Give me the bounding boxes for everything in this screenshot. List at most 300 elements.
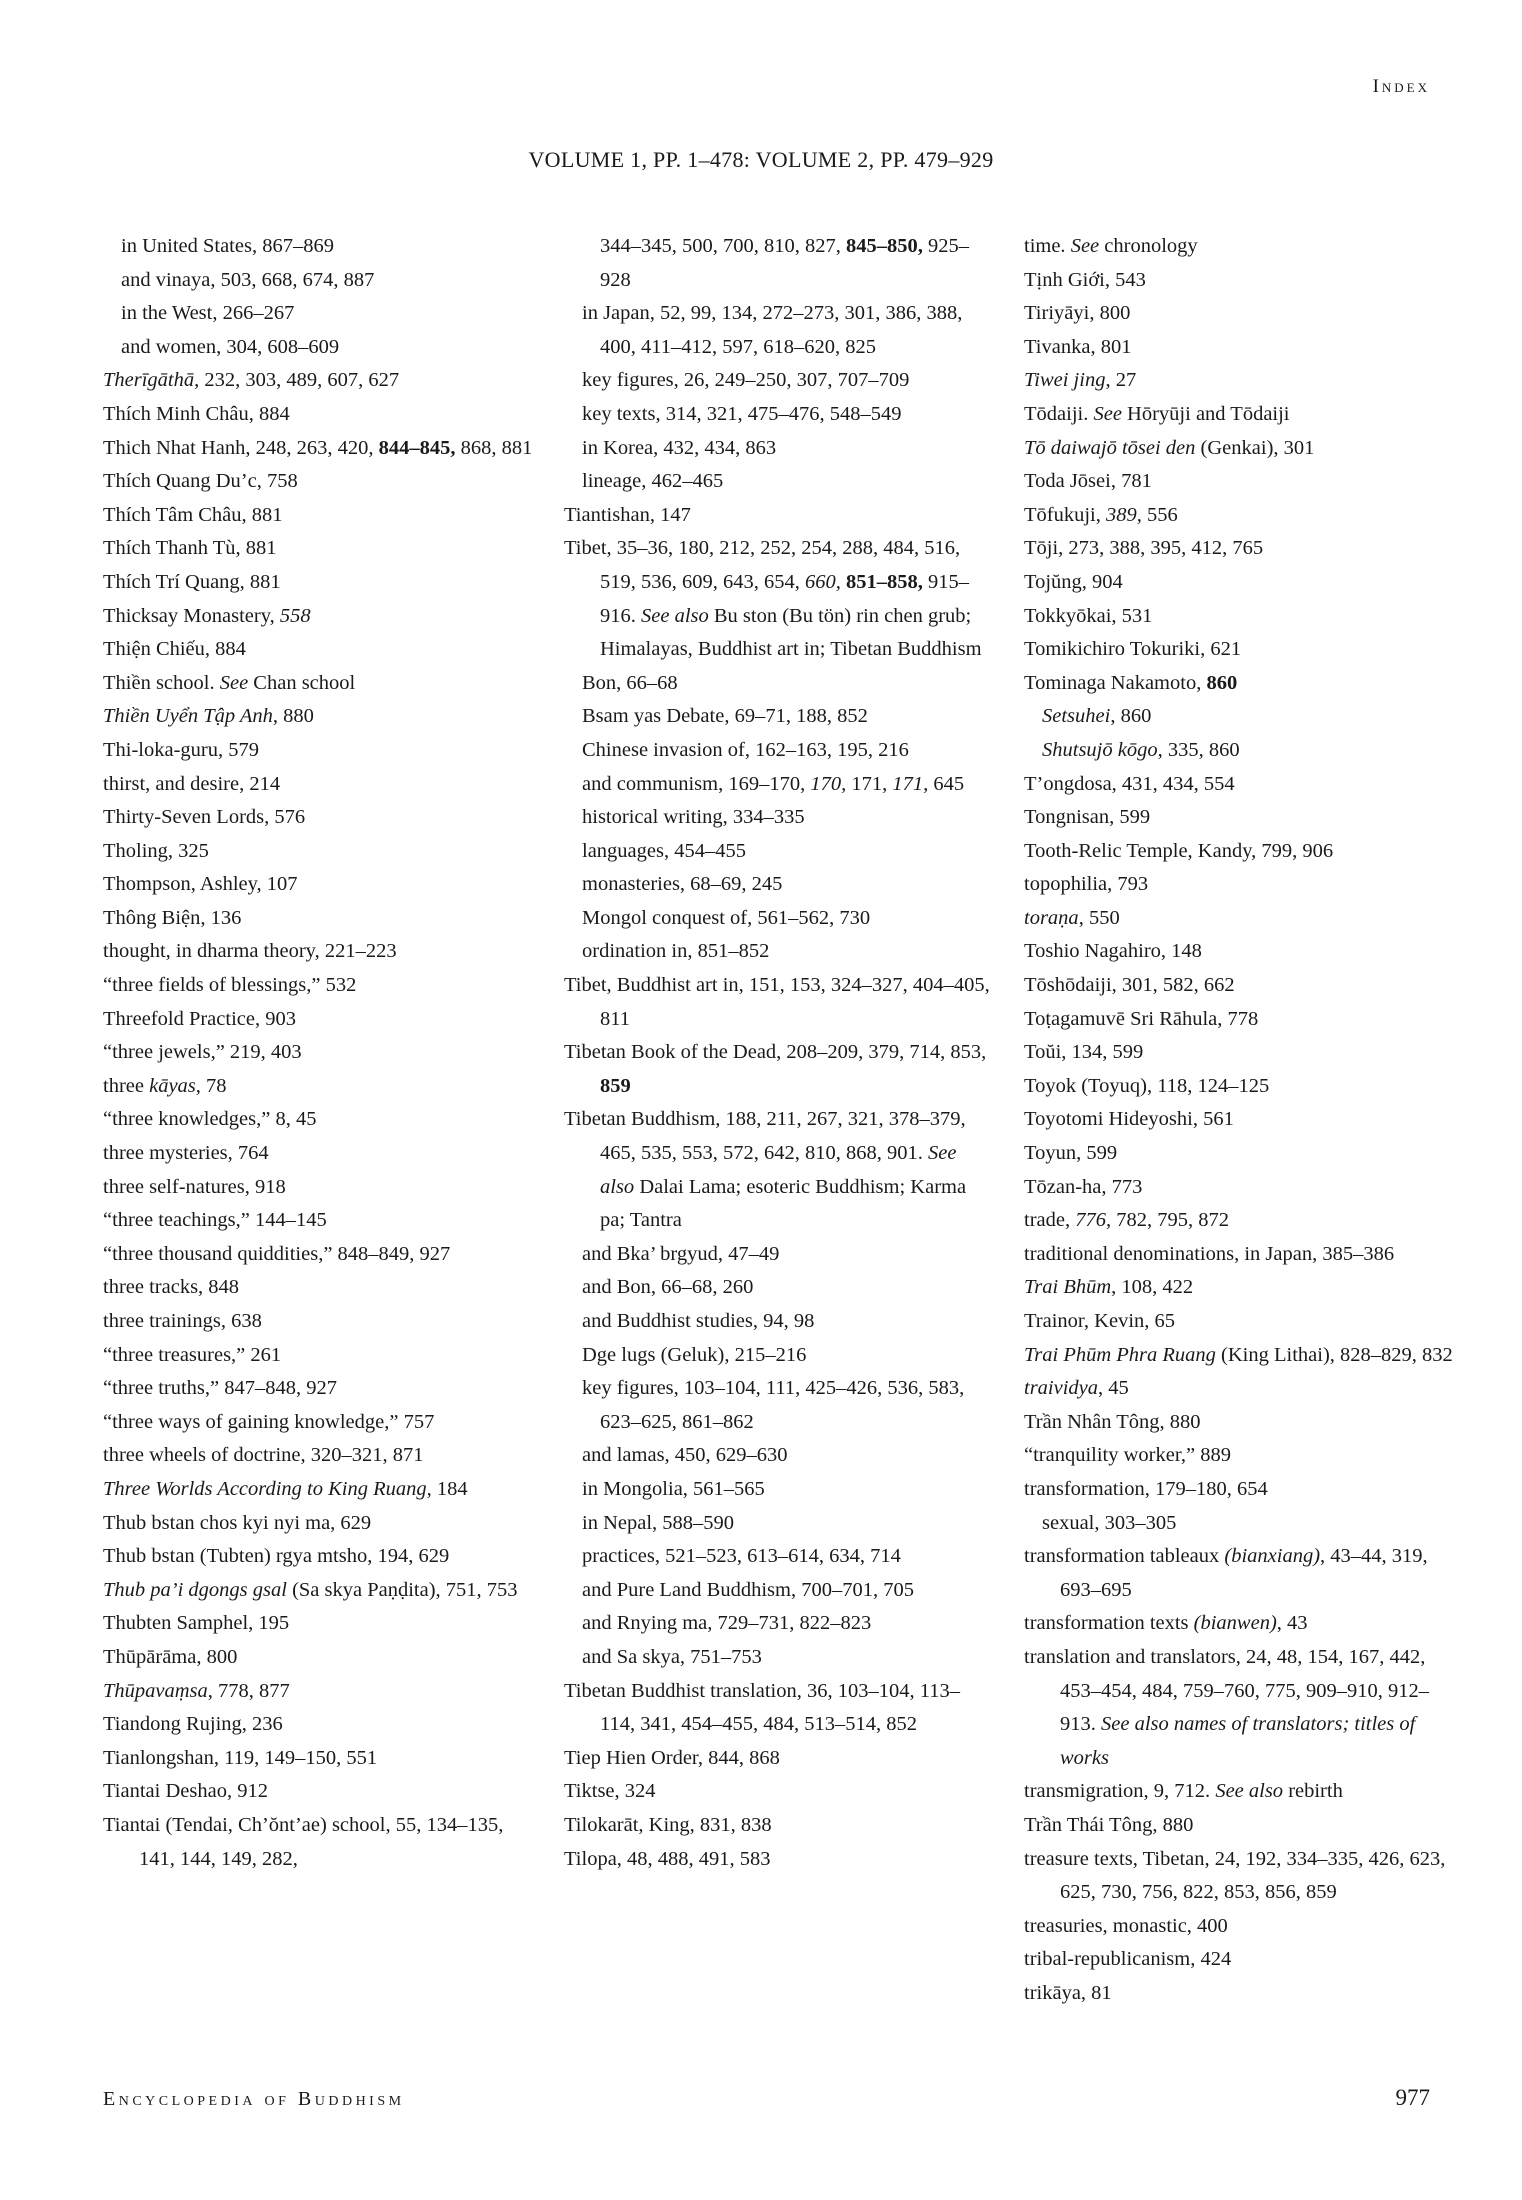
index-entry bbox=[1024, 432, 1454, 466]
index-entry bbox=[1024, 230, 1454, 264]
entry-text-segment: key figures, 103–104, 111, 425–426, 536, 583, 623–625, 861–862 bbox=[582, 1377, 965, 1433]
entry-text-segment: Tibet, Buddhist art in, 151, 153, 324–327, 404–405, 811 bbox=[564, 974, 990, 1030]
index-entry bbox=[103, 1137, 533, 1171]
index-entry bbox=[1024, 868, 1454, 902]
entry-text-segment: Trainor, Kevin, 65 bbox=[1024, 1310, 1176, 1332]
index-entry bbox=[103, 801, 533, 835]
entry-text-segment: Thompson, Ashley, 107 bbox=[103, 873, 298, 896]
index-entry bbox=[103, 499, 533, 533]
index-entry bbox=[103, 1708, 533, 1742]
entry-text-segment: Bon, 66–68 bbox=[582, 671, 678, 694]
entry-text-segment: in Nepal, 588–590 bbox=[582, 1511, 735, 1534]
index-entry bbox=[103, 1809, 533, 1876]
index-entry bbox=[103, 1372, 533, 1406]
entry-text-segment: Tibetan Buddhist translation, 36, 103–104, 113–114, 341, 454–455, 484, 513–514, 852 bbox=[564, 1679, 960, 1736]
entry-text-segment: Bsam yas Debate, 69–71, 188, 852 bbox=[582, 705, 868, 728]
entry-text-segment: 859 bbox=[600, 1074, 631, 1097]
entry-text-segment: 171, bbox=[846, 772, 893, 795]
entry-text-segment: transmigration, 9, 712. bbox=[1024, 1780, 1216, 1803]
index-entry bbox=[1024, 1943, 1454, 1977]
index-entry bbox=[1024, 364, 1454, 398]
entry-text-segment: traividya bbox=[1024, 1377, 1099, 1400]
entry-text-segment: 558 bbox=[279, 604, 311, 627]
entry-text-segment: Thubten Samphel, 195 bbox=[103, 1612, 290, 1635]
entry-text-segment: , 78 bbox=[195, 1074, 227, 1097]
entry-text-segment: 171, bbox=[892, 772, 929, 795]
running-head: Index bbox=[1372, 76, 1430, 97]
index-entry bbox=[1024, 935, 1454, 969]
entry-text-segment: “three teachings,” 144–145 bbox=[103, 1209, 327, 1232]
entry-text-segment: 660, bbox=[805, 570, 841, 593]
index-subentry bbox=[564, 1372, 994, 1439]
entry-text-segment: in the West, 266–267 bbox=[121, 302, 295, 325]
index-entry bbox=[1024, 1204, 1454, 1238]
index-entry bbox=[103, 1036, 533, 1070]
index-subentry bbox=[564, 1574, 994, 1608]
index-entry bbox=[564, 1742, 994, 1776]
entry-text-segment: in Mongolia, 561–565 bbox=[582, 1477, 765, 1500]
entry-text-segment: traditional denominations, in Japan, 385–386 bbox=[1024, 1242, 1395, 1265]
entry-text-segment: Tiandong Rujing, 236 bbox=[103, 1713, 283, 1736]
index-entry bbox=[564, 1775, 994, 1809]
entry-text-segment: , 43 bbox=[1276, 1612, 1308, 1635]
entry-text-segment: trikāya, 81 bbox=[1024, 1981, 1112, 2004]
entry-text-segment: Tongnisan, 599 bbox=[1024, 806, 1151, 829]
index-entry bbox=[103, 935, 533, 969]
entry-text-segment: 170, bbox=[810, 772, 847, 795]
entry-text-segment: Thiền Uyển Tập Anh bbox=[103, 705, 273, 728]
entry-text-segment: Tōfukuji, bbox=[1024, 503, 1106, 526]
entry-text-segment: “tranquility worker,” 889 bbox=[1024, 1444, 1231, 1467]
entry-text-segment: Thirty-Seven Lords, 576 bbox=[103, 806, 306, 829]
entry-text-segment: three mysteries, 764 bbox=[103, 1142, 269, 1165]
index-entry bbox=[564, 1103, 994, 1237]
entry-text-segment: , 43–44, 319, 693–695 bbox=[1060, 1545, 1428, 1601]
index-entry bbox=[1024, 465, 1454, 499]
entry-text-segment: Toŭi, 134, 599 bbox=[1024, 1041, 1144, 1064]
index-entry bbox=[1024, 667, 1454, 701]
entry-text-segment: Tiantishan, 147 bbox=[564, 503, 691, 526]
entry-text-segment: and Buddhist studies, 94, 98 bbox=[582, 1310, 815, 1332]
entry-text-segment: 782, 795, 872 bbox=[1111, 1209, 1229, 1232]
index-entry bbox=[564, 1843, 994, 1877]
index-entry bbox=[1024, 1238, 1454, 1272]
index-entry bbox=[103, 1103, 533, 1137]
entry-text-segment: three tracks, 848 bbox=[103, 1276, 240, 1299]
index-entry bbox=[1024, 969, 1454, 1003]
index-entry bbox=[103, 868, 533, 902]
index-entry bbox=[103, 902, 533, 936]
entry-text-segment: Tiep Hien Order, 844, 868 bbox=[564, 1746, 780, 1769]
entry-text-segment: Trần Thái Tông, 880 bbox=[1024, 1813, 1194, 1836]
index-entry bbox=[103, 1574, 533, 1608]
entry-text-segment: , 550 bbox=[1078, 906, 1120, 929]
index-subentry bbox=[564, 432, 994, 466]
index-subentry bbox=[564, 1305, 994, 1339]
entry-text-segment: three trainings, 638 bbox=[103, 1310, 262, 1332]
entry-text-segment: and Pure Land Buddhism, 700–701, 705 bbox=[582, 1578, 914, 1601]
entry-text-segment: Tomikichiro Tokuriki, 621 bbox=[1024, 638, 1242, 661]
entry-text-segment: Tibetan Buddhism, 188, 211, 267, 321, 378–379, 465, 535, 553, 572, 642, 810, 868, 901. bbox=[564, 1108, 966, 1165]
index-entry bbox=[1024, 398, 1454, 432]
entry-text-segment: key texts, 314, 321, 475–476, 548–549 bbox=[582, 402, 902, 425]
index-subentry bbox=[564, 364, 994, 398]
index-column-2 bbox=[564, 230, 994, 1876]
index-subentry bbox=[564, 398, 994, 432]
entry-text-segment: See also bbox=[641, 604, 709, 627]
entry-text-segment: Trai Bhūm bbox=[1024, 1276, 1112, 1299]
entry-text-segment: , 778, 877 bbox=[207, 1679, 290, 1702]
entry-text-segment: Toda Jōsei, 781 bbox=[1024, 470, 1152, 493]
index-entry bbox=[1024, 1775, 1454, 1809]
index-entry bbox=[103, 667, 533, 701]
entry-text-segment: thirst, and desire, 214 bbox=[103, 772, 281, 795]
entry-text-segment: Chan school bbox=[248, 671, 356, 694]
index-column-3 bbox=[1024, 230, 1454, 2010]
entry-text-segment: Tōji, 273, 388, 395, 412, 765 bbox=[1024, 537, 1264, 560]
entry-text-segment: 868, 881 bbox=[455, 436, 533, 459]
entry-text-segment: treasuries, monastic, 400 bbox=[1024, 1914, 1228, 1937]
entry-text-segment: Tōshōdaiji, 301, 582, 662 bbox=[1024, 974, 1235, 997]
entry-text-segment: Threefold Practice, 903 bbox=[103, 1007, 296, 1030]
entry-text-segment: , 108, 422 bbox=[1111, 1276, 1194, 1299]
entry-text-segment: transformation tableaux bbox=[1024, 1545, 1225, 1568]
index-entry bbox=[103, 1171, 533, 1205]
index-subentry bbox=[564, 1641, 994, 1675]
index-subentry bbox=[564, 902, 994, 936]
index-subentry bbox=[103, 230, 533, 264]
entry-text-segment: 645 bbox=[928, 772, 965, 795]
index-subentry bbox=[564, 1339, 994, 1373]
entry-text-segment: Tooth-Relic Temple, Kandy, 799, 906 bbox=[1024, 839, 1334, 862]
entry-text-segment: 344–345, 500, 700, 810, 827, bbox=[600, 235, 846, 257]
entry-text-segment: Trai Phūm Phra Ruang bbox=[1024, 1343, 1216, 1366]
volume-page-ranges: VOLUME 1, PP. 1–478: VOLUME 2, PP. 479–929 bbox=[528, 147, 994, 172]
entry-text-segment: (Genkai), 301 bbox=[1195, 436, 1315, 459]
index-entry bbox=[1024, 835, 1454, 869]
index-entry bbox=[103, 1507, 533, 1541]
index-entry bbox=[1024, 633, 1454, 667]
entry-text-segment: 915–916. bbox=[600, 570, 969, 627]
entry-text-segment: “three ways of gaining knowledge,” 757 bbox=[103, 1410, 435, 1433]
index-entry bbox=[103, 969, 533, 1003]
entry-text-segment: in Korea, 432, 434, 863 bbox=[582, 436, 777, 459]
entry-text-segment: practices, 521–523, 613–614, 634, 714 bbox=[582, 1545, 901, 1568]
entry-text-segment: Setsuhei bbox=[1042, 705, 1111, 728]
entry-text-segment: See bbox=[219, 671, 249, 694]
index-entry bbox=[103, 1439, 533, 1473]
entry-text-segment: sexual, 303–305 bbox=[1042, 1511, 1177, 1534]
entry-text-segment: 845–850, bbox=[846, 235, 923, 257]
index-entry bbox=[1024, 532, 1454, 566]
entry-text-segment: Thông Biện, 136 bbox=[103, 906, 242, 929]
entry-text-segment: See also bbox=[600, 1142, 957, 1198]
entry-text-segment: Tō daiwajō tōsei den bbox=[1024, 436, 1196, 459]
index-entry bbox=[103, 364, 533, 398]
index-subentry bbox=[564, 1238, 994, 1272]
index-entry bbox=[1024, 768, 1454, 802]
index-subentry bbox=[564, 1607, 994, 1641]
entry-text-segment: Thūpavaṃsa bbox=[103, 1679, 208, 1702]
index-entry bbox=[103, 1305, 533, 1339]
entry-text-segment: Tiantai Deshao, 912 bbox=[103, 1780, 268, 1803]
entry-text-segment: “three thousand quiddities,” 848–849, 927 bbox=[103, 1242, 451, 1265]
index-entry bbox=[564, 1036, 994, 1103]
entry-text-segment: Toyotomi Hideyoshi, 561 bbox=[1024, 1108, 1234, 1131]
entry-text-segment: Hōryūji and Tōdaiji bbox=[1121, 402, 1290, 425]
index-entry bbox=[103, 1238, 533, 1272]
index-subentry bbox=[103, 264, 533, 298]
entry-text-segment: three wheels of doctrine, 320–321, 871 bbox=[103, 1444, 424, 1467]
index-entry bbox=[1024, 1439, 1454, 1473]
index-entry bbox=[1024, 1003, 1454, 1037]
entry-text-segment: See also bbox=[1215, 1780, 1284, 1803]
entry-text-segment: chronology bbox=[1099, 235, 1198, 257]
entry-text-segment: Thicksay Monastery, bbox=[103, 604, 280, 627]
index-entry bbox=[564, 532, 994, 666]
entry-text-segment: Tojŭng, 904 bbox=[1024, 570, 1123, 593]
index-entry bbox=[1024, 1171, 1454, 1205]
index-entry bbox=[1024, 1103, 1454, 1137]
index-entry bbox=[1024, 1473, 1454, 1507]
entry-text-segment: and Rnying ma, 729–731, 822–823 bbox=[582, 1612, 872, 1635]
index-entry bbox=[103, 398, 533, 432]
entry-text-segment: and communism, 169–170, bbox=[582, 772, 811, 795]
entry-text-segment: Thūpārāma, 800 bbox=[103, 1645, 238, 1668]
index-subentry bbox=[1024, 1507, 1454, 1541]
index-subentry bbox=[564, 700, 994, 734]
index-subentry bbox=[564, 768, 994, 802]
index-subentry bbox=[564, 801, 994, 835]
index-entry bbox=[103, 768, 533, 802]
entry-text-segment: Tholing, 325 bbox=[103, 839, 209, 862]
index-entry bbox=[103, 465, 533, 499]
entry-text-segment: Thub pa’i dgongs gsal bbox=[103, 1578, 287, 1601]
index-entry bbox=[1024, 566, 1454, 600]
index-subentry bbox=[564, 230, 994, 297]
entry-text-segment: T’ongdosa, 431, 434, 554 bbox=[1024, 772, 1235, 795]
index-entry bbox=[103, 1742, 533, 1776]
entry-text-segment: rebirth bbox=[1283, 1780, 1343, 1803]
entry-text-segment: “three treasures,” 261 bbox=[103, 1343, 282, 1366]
index-entry bbox=[1024, 264, 1454, 298]
index-entry bbox=[103, 1003, 533, 1037]
index-entry bbox=[564, 1809, 994, 1843]
index-entry bbox=[103, 1070, 533, 1104]
entry-text-segment: and lamas, 450, 629–630 bbox=[582, 1444, 788, 1467]
index-subentry bbox=[564, 1271, 994, 1305]
index-entry bbox=[1024, 600, 1454, 634]
entry-text-segment: 851–858, bbox=[846, 570, 923, 593]
entry-text-segment: Tivanka, 801 bbox=[1024, 335, 1132, 358]
entry-text-segment: tribal-republicanism, 424 bbox=[1024, 1948, 1232, 1971]
entry-text-segment: Tilokarāt, King, 831, 838 bbox=[564, 1813, 772, 1836]
entry-text-segment: Trần Nhân Tông, 880 bbox=[1024, 1410, 1201, 1433]
index-subentry bbox=[564, 1540, 994, 1574]
entry-text-segment: 860 bbox=[1206, 671, 1238, 694]
entry-text-segment: kāyas bbox=[149, 1074, 196, 1097]
entry-text-segment: monasteries, 68–69, 245 bbox=[582, 873, 783, 896]
index-entry bbox=[103, 734, 533, 768]
entry-text-segment: Mongol conquest of, 561–562, 730 bbox=[582, 906, 871, 929]
entry-text-segment: Thich Nhat Hanh, 248, 263, 420, bbox=[103, 436, 379, 459]
index-entry bbox=[103, 600, 533, 634]
entry-text-segment: languages, 454–455 bbox=[582, 839, 746, 862]
index-entry bbox=[1024, 499, 1454, 533]
index-subentry bbox=[1024, 700, 1454, 734]
index-entry bbox=[103, 1473, 533, 1507]
entry-text-segment: , 880 bbox=[272, 705, 314, 728]
entry-text-segment: lineage, 462–465 bbox=[582, 470, 724, 493]
entry-text-segment: and Bka’ brgyud, 47–49 bbox=[582, 1242, 780, 1265]
index-entry bbox=[103, 633, 533, 667]
index-entry bbox=[1024, 331, 1454, 365]
index-entry bbox=[1024, 1641, 1454, 1775]
entry-text-segment: (bianxiang) bbox=[1224, 1545, 1321, 1568]
entry-text-segment: toraṇa bbox=[1024, 906, 1079, 929]
entry-text-segment: 844–845, bbox=[378, 436, 456, 459]
index-entry bbox=[103, 1607, 533, 1641]
entry-text-segment: See bbox=[1070, 235, 1100, 257]
entry-text-segment: treasure texts, Tibetan, 24, 192, 334–335, 426, 623, 625, 730, 756, 822, 853, 856, 859 bbox=[1024, 1847, 1446, 1904]
entry-text-segment: Bu ston (Bu tön) rin chen grub; Himalayas, Buddhist art in; Tibetan Buddhism bbox=[600, 604, 982, 661]
entry-text-segment: “three knowledges,” 8, 45 bbox=[103, 1108, 317, 1131]
entry-text-segment: , 860 bbox=[1110, 705, 1152, 728]
entry-text-segment: Shutsujō kōgo bbox=[1042, 738, 1158, 761]
entry-text-segment: (King Lithai), 828–829, 832 bbox=[1215, 1343, 1453, 1366]
index-entry bbox=[1024, 1070, 1454, 1104]
index-subentry bbox=[564, 1473, 994, 1507]
entry-text-segment: in United States, 867–869 bbox=[121, 235, 334, 257]
entry-text-segment: Thi-loka-guru, 579 bbox=[103, 738, 259, 761]
index-entry bbox=[103, 1675, 533, 1709]
entry-text-segment: Thiền school. bbox=[103, 671, 220, 694]
entry-text-segment: Thích Minh Châu, 884 bbox=[103, 402, 290, 425]
index-entry bbox=[103, 1540, 533, 1574]
entry-text-segment: three self-natures, 918 bbox=[103, 1175, 286, 1198]
entry-text-segment: Thiện Chiếu, 884 bbox=[103, 638, 246, 661]
index-entry bbox=[103, 532, 533, 566]
entry-text-segment: Tibet, 35–36, 180, 212, 252, 254, 288, 484, 516, 519, 536, 609, 643, 654, bbox=[564, 537, 961, 593]
index-entry bbox=[1024, 1843, 1454, 1910]
entry-text-segment: 556 bbox=[1141, 503, 1178, 526]
index-entry bbox=[103, 1271, 533, 1305]
entry-text-segment: Tiantai (Tendai, Ch’ŏnt’ae) school, 55, 134–135, 141, 144, 149, 282, bbox=[103, 1813, 504, 1870]
entry-text-segment: “three fields of blessings,” 532 bbox=[103, 974, 357, 997]
index-entry bbox=[564, 499, 994, 533]
entry-text-segment: Tōzan-ha, 773 bbox=[1024, 1175, 1143, 1198]
entry-text-segment: Tiriyāyi, 800 bbox=[1024, 302, 1131, 325]
index-entry bbox=[1024, 1406, 1454, 1440]
index-subentry bbox=[564, 734, 994, 768]
index-subentry bbox=[564, 835, 994, 869]
index-entry bbox=[103, 1641, 533, 1675]
index-entry bbox=[1024, 1372, 1454, 1406]
entry-text-segment: , 232, 303, 489, 607, 627 bbox=[194, 369, 400, 392]
entry-text-segment: 389, bbox=[1106, 503, 1142, 526]
entry-text-segment: ordination in, 851–852 bbox=[582, 940, 770, 963]
entry-text-segment: transformation, 179–180, 654 bbox=[1024, 1477, 1268, 1500]
entry-text-segment: Thích Thanh Tù, 881 bbox=[103, 537, 277, 560]
entry-text-segment: and Sa skya, 751–753 bbox=[582, 1645, 762, 1668]
index-entry bbox=[103, 1775, 533, 1809]
entry-text-segment: translation and translators, 24, 48, 154, 167, 442, 453–454, 484, 759–760, 775, 909–910, 912–913. bbox=[1024, 1645, 1429, 1736]
entry-text-segment: Tiktse, 324 bbox=[564, 1780, 656, 1803]
entry-text-segment: Tibetan Book of the Dead, 208–209, 379, 714, 853, bbox=[564, 1041, 987, 1064]
entry-text-segment: “three truths,” 847–848, 927 bbox=[103, 1377, 337, 1400]
index-subentry bbox=[564, 868, 994, 902]
index-entry bbox=[103, 1406, 533, 1440]
entry-text-segment: Toyun, 599 bbox=[1024, 1142, 1118, 1165]
index-entry bbox=[1024, 1036, 1454, 1070]
entry-text-segment: Three Worlds According to King Ruang bbox=[103, 1477, 427, 1500]
entry-text-segment: “three jewels,” 219, 403 bbox=[103, 1041, 302, 1064]
entry-text-segment: and Bon, 66–68, 260 bbox=[582, 1276, 754, 1299]
entry-text-segment: time. bbox=[1024, 235, 1071, 257]
index-entry bbox=[564, 1675, 994, 1742]
entry-text-segment: three bbox=[103, 1074, 150, 1097]
entry-text-segment: Tilopa, 48, 488, 491, 583 bbox=[564, 1847, 771, 1870]
index-entry bbox=[1024, 1607, 1454, 1641]
entry-text-segment: (bianwen) bbox=[1193, 1612, 1277, 1635]
index-subentry bbox=[103, 297, 533, 331]
entry-text-segment: and vinaya, 503, 668, 674, 887 bbox=[121, 268, 375, 291]
entry-text-segment: Tominaga Nakamoto, bbox=[1024, 671, 1207, 694]
entry-text-segment: and women, 304, 608–609 bbox=[121, 335, 340, 358]
index-entry bbox=[1024, 1339, 1454, 1373]
entry-text-segment: Chinese invasion of, 162–163, 195, 216 bbox=[582, 738, 909, 761]
index-entry bbox=[1024, 902, 1454, 936]
entry-text-segment: 776, bbox=[1075, 1209, 1112, 1232]
entry-text-segment: See bbox=[1093, 402, 1122, 425]
index-entry bbox=[564, 969, 994, 1036]
entry-text-segment: transformation texts bbox=[1024, 1612, 1194, 1635]
index-entry bbox=[1024, 1305, 1454, 1339]
index-subentry bbox=[564, 465, 994, 499]
index-entry bbox=[103, 835, 533, 869]
entry-text-segment: Dalai Lama; esoteric Buddhism; Karma pa; Tantra bbox=[600, 1175, 967, 1232]
entry-text-segment: Therīgāthā bbox=[103, 369, 195, 392]
index-entry bbox=[103, 700, 533, 734]
index-entry bbox=[1024, 1977, 1454, 2011]
index-entry bbox=[103, 1339, 533, 1373]
index-entry bbox=[1024, 1910, 1454, 1944]
entry-text-segment: Tiwei jing bbox=[1024, 369, 1106, 392]
entry-text-segment: Thub bstan (Tubten) rgya mtsho, 194, 629 bbox=[103, 1545, 450, 1568]
entry-text-segment: Tianlongshan, 119, 149–150, 551 bbox=[103, 1746, 378, 1769]
index-entry bbox=[103, 1204, 533, 1238]
entry-text-segment: 925–928 bbox=[600, 235, 969, 291]
entry-text-segment: Tōdaiji. bbox=[1024, 402, 1094, 425]
entry-text-segment: Toshio Nagahiro, 148 bbox=[1024, 940, 1202, 963]
entry-text-segment: Tokkyōkai, 531 bbox=[1024, 604, 1153, 627]
entry-text-segment: Toṭagamuvē Sri Rāhula, 778 bbox=[1024, 1007, 1259, 1030]
entry-text-segment: thought, in dharma theory, 221–223 bbox=[103, 940, 397, 963]
book-title: Encyclopedia of Buddhism bbox=[103, 2088, 405, 2110]
index-entry bbox=[103, 566, 533, 600]
entry-text-segment: key figures, 26, 249–250, 307, 707–709 bbox=[582, 369, 910, 392]
index-subentry bbox=[1024, 734, 1454, 768]
index-entry bbox=[1024, 801, 1454, 835]
page-number: 977 bbox=[1395, 2085, 1430, 2110]
entry-text-segment: See also names of translators; titles of works bbox=[1060, 1713, 1416, 1769]
index-entry bbox=[1024, 1271, 1454, 1305]
index-entry bbox=[1024, 297, 1454, 331]
index-subentry bbox=[564, 1507, 994, 1541]
entry-text-segment: (Sa skya Paṇḍita), 751, 753 bbox=[286, 1578, 518, 1601]
index-subentry bbox=[103, 331, 533, 365]
entry-text-segment: in Japan, 52, 99, 134, 272–273, 301, 386, 388, 400, 411–412, 597, 618–620, 825 bbox=[582, 302, 963, 358]
